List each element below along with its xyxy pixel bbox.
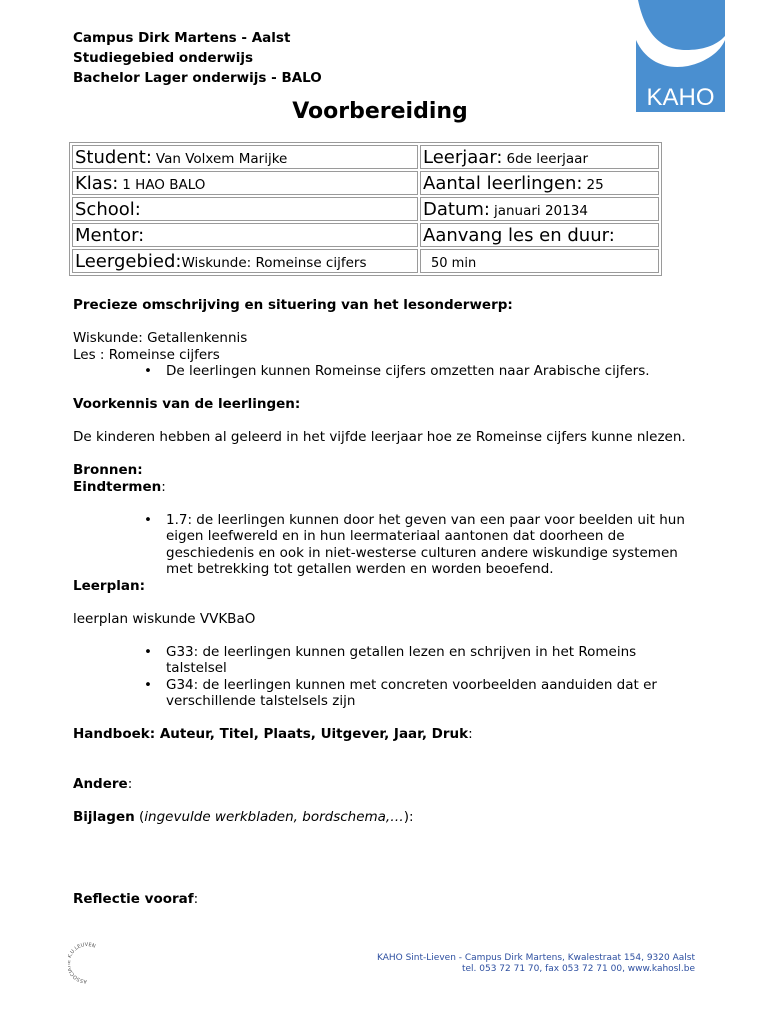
table-row	[72, 223, 659, 247]
datum-label: Datum:	[423, 198, 490, 220]
eindtermen-colon: :	[161, 478, 166, 495]
table-row	[72, 249, 659, 273]
leerplan-heading: Leerplan:	[73, 577, 145, 594]
page-title: Voorbereiding	[292, 99, 468, 124]
bachelor-line: Bachelor Lager onderwijs - BALO	[73, 70, 322, 86]
andere-colon: :	[127, 775, 133, 792]
klas-value: 1 HAO BALO	[122, 176, 206, 193]
aantal-cell	[420, 171, 659, 195]
footer-line-1: KAHO Sint-Lieven - Campus Dirk Martens, Kwalestraat 154, 9320 Aalst	[376, 953, 695, 963]
datum-cell	[420, 197, 659, 221]
omschrijving-heading: Precieze omschrijving en situering van het lesonderwerp:	[73, 297, 513, 313]
bronnen-heading: Bronnen:	[73, 462, 143, 478]
handboek-colon: :	[468, 726, 473, 742]
associatie-seal-icon	[68, 942, 106, 984]
student-cell	[72, 145, 418, 169]
reflectie-colon: :	[193, 891, 199, 907]
leerplan-list	[73, 644, 693, 710]
voorkennis-heading: Voorkennis van de leerlingen:	[73, 396, 301, 412]
leergebied-label: Leergebied:	[75, 250, 182, 272]
omschrijving-line-2: Les : Romeinse cijfers	[73, 346, 220, 363]
seal-text: ASSOCI .U.LEUVEN	[68, 942, 97, 984]
bijlagen-note: ingevulde werkbladen, bordschema,…	[144, 808, 404, 825]
kaho-logo-text: KAHO	[646, 84, 715, 111]
list-item: • G33: de leerlingen kunnen getallen lezen en schrijven in het Romeins talstelsel	[166, 644, 693, 677]
leerplan-text: leerplan wiskunde VVKBaO	[73, 610, 256, 627]
school-cell	[72, 197, 418, 221]
table-row	[72, 197, 659, 221]
mentor-cell	[72, 223, 418, 247]
omschrijving-line-1: Wiskunde: Getallenkennis	[73, 330, 248, 346]
leerjaar-value: 6de leerjaar	[506, 150, 588, 167]
eindtermen-heading: Eindtermen	[73, 478, 162, 495]
document-header	[73, 28, 322, 88]
aantal-label: Aantal leerlingen:	[423, 172, 583, 194]
leerjaar-cell	[420, 145, 659, 169]
footer-line-2: tel. 053 72 71 70, fax 053 72 71 00, www.kahosl.be	[461, 964, 695, 974]
handboek-heading: Handboek: Auteur, Titel, Plaats, Uitgever, Jaar, Druk	[73, 726, 469, 742]
kaho-logo	[636, 0, 725, 112]
leerjaar-label: Leerjaar:	[423, 146, 503, 168]
school-label: School:	[75, 198, 141, 220]
document-body: Precieze omschrijving en situering van het lesonderwerp: Wiskunde: Getallenkennis Les : Romeinse cijfers • De leerlingen kunnen Romeinse cijfers omzetten naar Arabische cijfers. Voorkennis van de leerlingen: De kinderen hebben al geleerd in het vijfde leerjaar hoe ze Romeinse cijfers kunne nlezen. Bronnen: Eindtermen: • 1.7: de leerlingen kunnen door het geven van een paar voor beelden uit hun eigen leefwereld en in hun leermateriaal aantonen dat doorheen de geschiedenis en ook in niet-westerse culturen andere wiskundige systemen met betrekking tot getallen werden en worden beoefend. Leerplan: leerplan wiskunde VVKBaO • G33: de leerlingen kunnen getallen lezen en schrijven in het Romeins talstelsel • G34: de leerlingen kunnen met concreten voorbeelden aanduiden dat er verschillende talstelsels zijn Handboek: Auteur, Titel, Plaats, Uitgever, Jaar, Druk: Andere: Bijlagen (ingevulde werkbladen, bordschema,…): Reflectie vooraf:	[73, 297, 693, 908]
table-row	[72, 171, 659, 195]
svg-text:ASSOCIATIE K.U.LEUVEN	[68, 942, 97, 984]
duur-cell	[420, 249, 659, 273]
kaho-logo-graphic	[636, 0, 725, 112]
info-table	[69, 142, 662, 276]
klas-label: Klas:	[75, 172, 119, 194]
datum-value: januari 20134	[493, 202, 588, 219]
list-item: • G34: de leerlingen kunnen met concreten voorbeelden aanduiden dat er verschillende talstelsels zijn	[166, 677, 693, 710]
list-item: • De leerlingen kunnen Romeinse cijfers omzetten naar Arabische cijfers.	[166, 363, 693, 380]
student-value: Van Volxem Marijke	[155, 150, 288, 167]
reflectie-heading: Reflectie vooraf	[73, 891, 194, 907]
bijlagen-colon: :	[409, 808, 414, 825]
omschrijving-list	[73, 363, 693, 380]
leergebied-value: Wiskunde: Romeinse cijfers	[181, 254, 367, 271]
campus-line: Campus Dirk Martens - Aalst	[73, 30, 291, 46]
eindtermen-list	[73, 512, 693, 578]
student-label: Student:	[75, 146, 152, 168]
footer-address	[377, 953, 695, 975]
aanvang-cell	[420, 223, 659, 247]
studiegebied-line: Studiegebied onderwijs	[73, 50, 253, 66]
leergebied-cell	[72, 249, 418, 273]
mentor-label: Mentor:	[75, 224, 145, 246]
andere-heading: Andere	[73, 775, 128, 792]
voorkennis-text: De kinderen hebben al geleerd in het vijfde leerjaar hoe ze Romeinse cijfers kunne nlezen.	[73, 429, 686, 445]
klas-cell	[72, 171, 418, 195]
duur-value: 50 min	[431, 255, 477, 271]
aanvang-label: Aanvang les en duur:	[423, 224, 615, 246]
table-row	[72, 145, 659, 169]
list-item: • 1.7: de leerlingen kunnen door het geven van een paar voor beelden uit hun eigen leefwereld en in hun leermateriaal aantonen dat doorheen de geschiedenis en ook in niet-westerse culturen andere wiskundige systemen met betrekking tot getallen werden en worden beoefend.	[166, 512, 693, 578]
bijlagen-heading: Bijlagen	[73, 808, 135, 825]
aantal-value: 25	[586, 176, 604, 193]
